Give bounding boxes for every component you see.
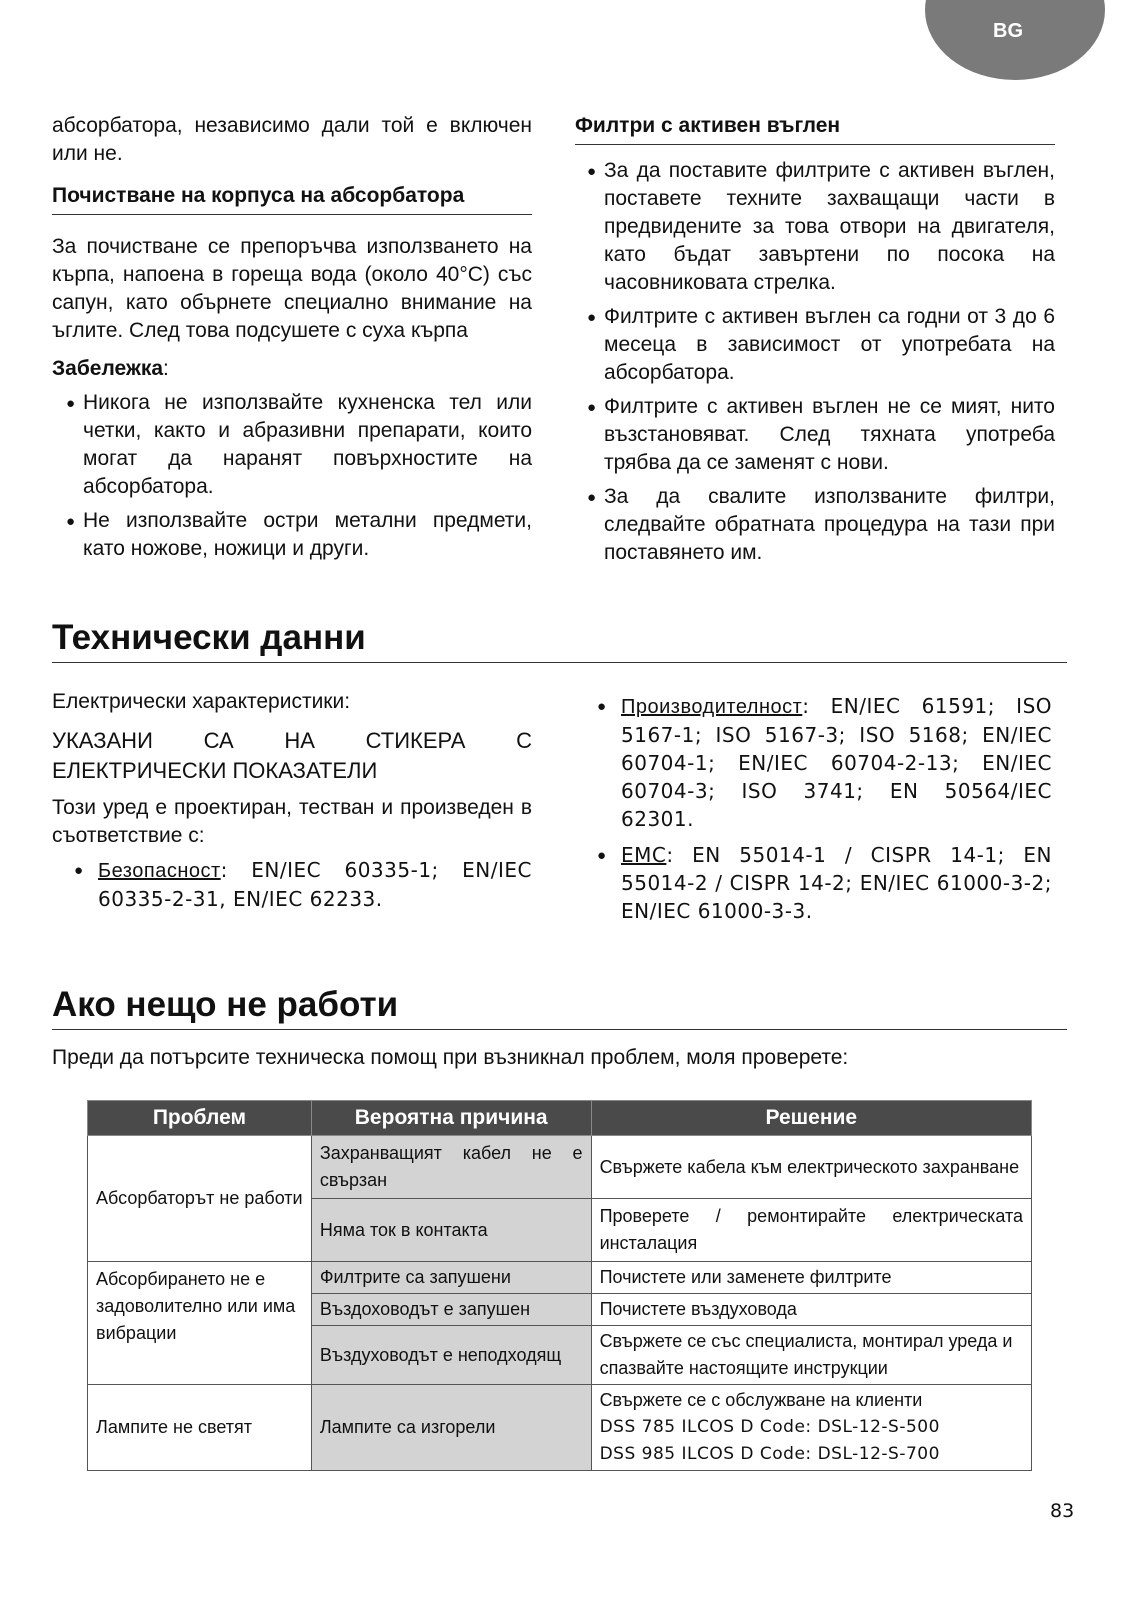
cause-cell: Въздуховодът е неподходящ <box>311 1326 591 1385</box>
bullet-icon: ● <box>66 395 76 412</box>
cause-cell: Филтрите са запушени <box>311 1262 591 1294</box>
bullet-icon: ● <box>587 489 597 506</box>
solution-cell: Почистете или заменете филтрите <box>591 1262 1031 1294</box>
bullet-icon: ● <box>587 309 597 326</box>
performance-standards: : EN/IEC 61591; ISO 5167-1; ISO 5167-3; ISO 5168; EN/IEC 60704-1; EN/IEC 60704-2-13; EN/IEC 60704-3; ISO 3741; EN 50564/IEC 62301. <box>621 694 1052 831</box>
emc-standards: : EN 55014-1 / CISPR 14-1; EN 55014-2 / CISPR 14-2; EN/IEC 61000-3-2; EN/IEC 61000-3-3. <box>621 843 1052 923</box>
lamp-code: DSS 985 ILCOS D Code: DSL-12-S-700 <box>599 1444 940 1464</box>
language-badge: BG <box>993 20 1023 42</box>
tech-heading: Технически данни <box>52 618 1067 663</box>
solution-cell: Почистете въздуховода <box>591 1294 1031 1326</box>
bullet-icon: ● <box>597 698 607 715</box>
cause-cell: Няма ток в контакта <box>311 1199 591 1262</box>
bullet-icon: ● <box>597 847 607 864</box>
bullet-icon: ● <box>587 399 597 416</box>
lamp-code: DSS 785 ILCOS D Code: DSL-12-S-500 <box>599 1417 940 1437</box>
performance-item <box>621 692 1052 833</box>
solution-cell: Проверете / ремонтирайте електрическата инсталация <box>591 1199 1031 1262</box>
filters-heading: Филтри с активен въглен <box>575 112 1055 145</box>
list-item <box>587 483 1055 567</box>
column-header: Вероятна причина <box>311 1101 591 1136</box>
safety-label: Безопасност <box>98 860 221 882</box>
table-header-row <box>88 1101 1032 1136</box>
solution-cell <box>591 1385 1031 1471</box>
list-item <box>597 841 1052 925</box>
table-row <box>88 1385 1032 1471</box>
electrical-label: Електрически характеристики: <box>52 690 351 713</box>
table-row <box>88 1262 1032 1294</box>
emc-label: EMC <box>621 843 667 867</box>
filter-item: За да поставите филтрите с активен въглен, поставете техните захващащи части в предвидените за това отвори на двигателя, като бъдат завъртени по посока на часовниковата стрелка. <box>604 159 1055 294</box>
filter-item: За да свалите използваните филтри, следвайте обратната процедура на тази при поставянето им. <box>604 485 1055 564</box>
tech-left-column <box>52 688 532 913</box>
list-item <box>587 393 1055 477</box>
bullet-icon: ● <box>587 163 597 180</box>
problem-cell: Абсорбирането не е задоволително или има вибрации <box>88 1262 312 1385</box>
note-label: Забележка <box>52 357 164 380</box>
table-row <box>88 1136 1032 1199</box>
list-item <box>587 303 1055 387</box>
tech-right-column <box>597 686 1052 925</box>
note-heading: Забележка: <box>52 357 169 380</box>
problem-cell: Абсорбаторът не работи <box>88 1136 312 1262</box>
list-item <box>597 692 1052 833</box>
problem-cell: Лампите не светят <box>88 1385 312 1471</box>
performance-label: Производителност <box>621 696 803 718</box>
bullet-icon: ● <box>66 513 76 530</box>
solution-text: Свържете се с обслужване на клиенти <box>599 1390 923 1410</box>
emc-item <box>621 841 1052 925</box>
column-header: Проблем <box>88 1101 312 1136</box>
cause-cell: Въздоховодът е запушен <box>311 1294 591 1326</box>
right-column <box>575 112 1055 567</box>
safety-item <box>98 856 532 913</box>
designed-text: Този уред е проектиран, тестван и произведен в съответствие с: <box>52 796 532 847</box>
safety-standards: : EN/IEC 60335-1; EN/IEC 60335-2-31, EN/IEC 62233. <box>98 858 532 911</box>
page-number: 83 <box>1050 1500 1075 1522</box>
trouble-heading: Ако нещо не работи <box>52 985 1067 1030</box>
bullet-icon: ● <box>74 862 84 879</box>
list-item <box>66 507 532 563</box>
solution-cell: Свържете се със специалиста, монтирал уреда и спазвайте настоящите инструкции <box>591 1326 1031 1385</box>
filter-item: Филтрите с активен въглен са годни от 3 до 6 месеца в зависимост от употребата на абсорбатора. <box>604 305 1055 384</box>
note-item: Не използвайте остри метални предмети, като ножове, ножици и други. <box>83 509 532 560</box>
note-item: Никога не използвайте кухненска тел или четки, както и абразивни препарати, които могат да наранят повърхностите на абсорбатора. <box>83 391 532 498</box>
intro-text: абсорбатора, независимо дали той е включен или не. <box>52 114 532 165</box>
cleaning-heading: Почистване на корпуса на абсорбатора <box>52 182 532 215</box>
list-item <box>52 856 532 913</box>
note-list <box>52 389 532 563</box>
column-header: Решение <box>591 1101 1031 1136</box>
sticker-text: УКАЗАНИ СА НА СТИКЕРА С ЕЛЕКТРИЧЕСКИ ПОКАЗАТЕЛИ <box>52 728 532 783</box>
left-column <box>52 112 532 563</box>
trouble-intro: Преди да потърсите техническа помощ при възникнал проблем, моля проверете: <box>52 1046 849 1069</box>
cause-cell: Лампите са изгорели <box>311 1385 591 1471</box>
filters-list <box>575 157 1055 567</box>
solution-cell: Свържете кабела към електрическото захранване <box>591 1136 1031 1199</box>
cleaning-text: За почистване се препоръчва използването на кърпа, напоена в гореща вода (около 40°C) със сапун, като обърнете специално внимание на ъглите. След това подсушете с суха кърпа <box>52 235 532 342</box>
troubleshooting-table <box>87 1100 1032 1471</box>
filter-item: Филтрите с активен въглен не се мият, нито възстановяват. След тяхната употреба трябва да се заменят с нови. <box>604 395 1055 474</box>
cause-cell: Захранващият кабел не е свързан <box>311 1136 591 1199</box>
list-item <box>587 157 1055 297</box>
list-item <box>66 389 532 501</box>
